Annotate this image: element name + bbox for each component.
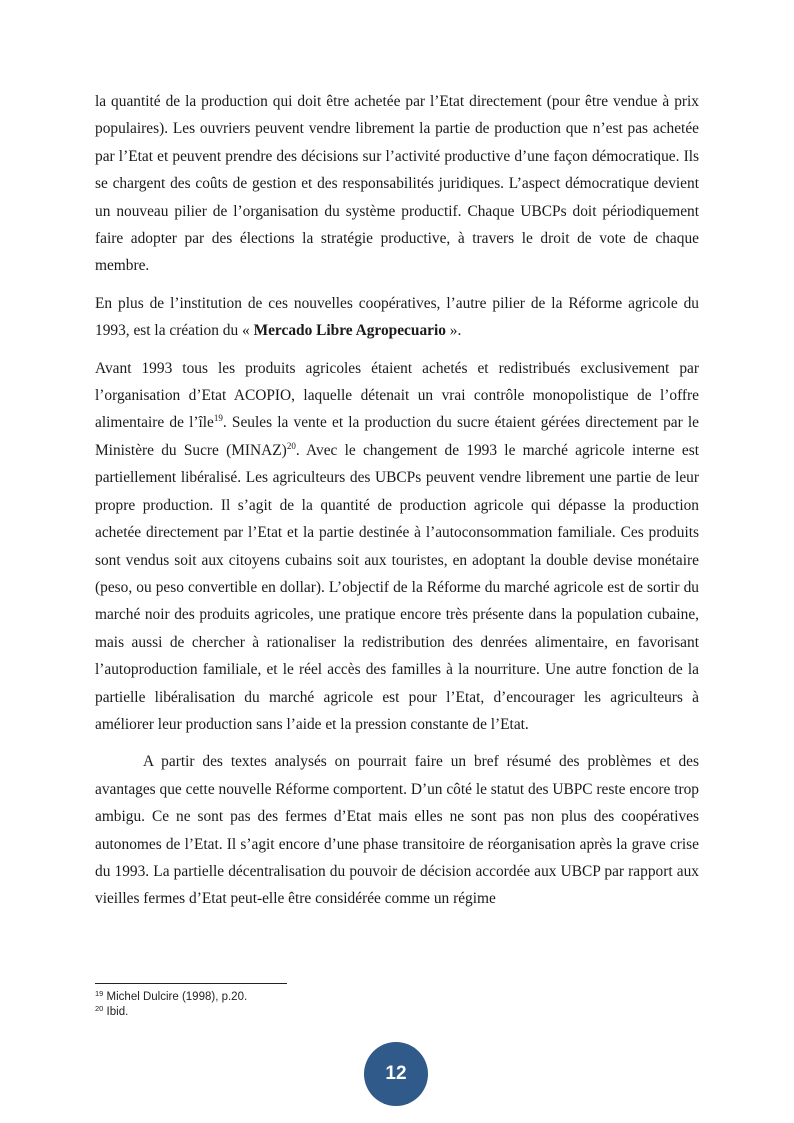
footnote-19: $^{19}$ Michel Dulcire (1998), p.20. [95, 989, 248, 1003]
footnote-ref-20[interactable]: 20 [286, 440, 296, 451]
page-number-badge: 12 [364, 1042, 428, 1106]
page-body [95, 88, 699, 913]
paragraph-4: A partir des textes analysés on pourrait faire un bref résumé des problèmes et des avantages que cette nouvelle Réforme comportent. D’un côté le statut des UBPC reste encore trop ambigu. Ce ne sont pas des fermes d’Etat mais elles ne sont pas non plus des coopératives autonomes de l’Etat. Il s’agit encore d’une phase transitoire de réorganisation après la grave crise du 1993. La partielle décentralisation du pouvoir de décision accordée aux UBCP par rapport aux vieilles fermes d’Etat peut-elle être considérée comme un régime [95, 753, 699, 908]
paragraph-3: Avant 1993 tous les produits agricoles étaient achetés et redistribués exclusivement par l’organisation d’Etat ACOPIO, laquelle détenait un vrai contrôle monopolistique de l’offre alimentaire de l’île$^{19}$. Seules la vente et la production du sucre étaient gérées directement par le Ministère du Sucre (MINAZ)$^{20}$. Avec le changement de 1993 le marché agricole interne est partiellement libéralisé. Les agriculteurs des UBCPs peuvent vendre librement une partie de leur propre production. Il s’agit de la quantité de production agricole qui dépasse la production achetée directement par l’Etat et la partie destinée à l’autoconsommation familiale. Ces produits sont vendus soit aux citoyens cubains soit aux touristes, en adoptant la double devise monétaire (peso, ou peso convertible en dollar). L’objectif de la Réforme du marché agricole est de sortir du marché noir des produits agricoles, une pratique encore très présente dans la population cubaine, mais aussi de chercher à rationaliser la redistribution des denrées alimentaire, en favorisant l’autoproduction familiale, et le réel accès des familles à la nourriture. Une autre fonction de la partielle libéralisation du marché agricole est pour l’Etat, d’encourager les agriculteurs à améliorer leur production sans l’aide et la pression constante de l’Etat. [95, 359, 699, 733]
footnote-ref-19[interactable]: 19 [213, 413, 223, 424]
paragraph-1: la quantité de la production qui doit être achetée par l’Etat directement (pour être vendue à prix populaires). Les ouvriers peuvent vendre librement la partie de production que n’est pas achetée par l’Etat et peuvent prendre des décisions sur l’activité productive d’une façon démocratique. Ils se chargent des coûts de gestion et des responsabilités juridiques. L’aspect démocratique devient un nouveau pilier de l’organisation du système productif. Chaque UBCPs doit périodiquement faire adopter par des élections la stratégie productive, à travers le droit de vote de chaque membre. [95, 93, 699, 275]
paragraph-2: En plus de l’institution de ces nouvelles coopératives, l’autre pilier de la Réforme agricole du 1993, est la création du « Mercado Libre Agropecuario ». [95, 294, 699, 340]
mercado-libre-term: Mercado Libre Agropecuario [253, 322, 446, 340]
footnote-divider [95, 983, 287, 984]
footnote-20: $^{20}$ Ibid. [95, 1004, 129, 1018]
footnotes [95, 990, 247, 1020]
